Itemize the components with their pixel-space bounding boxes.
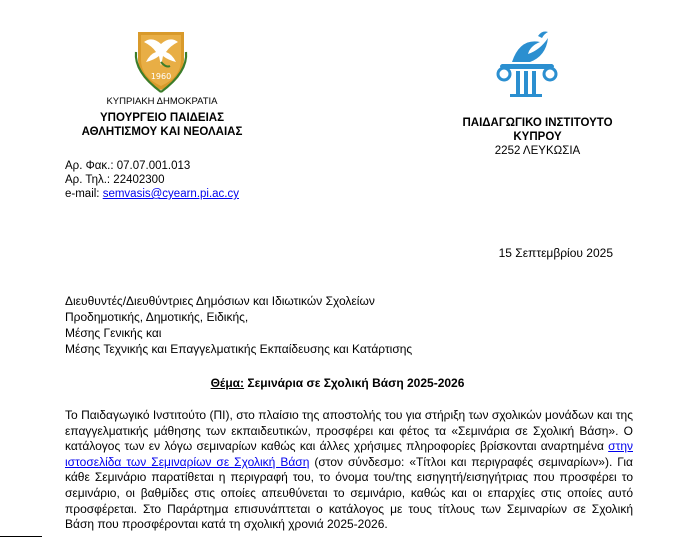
email-label: e-mail: <box>65 188 103 200</box>
svg-text:1960: 1960 <box>150 72 172 81</box>
phone-number: Αρ. Τηλ.: 22402300 <box>65 174 165 186</box>
cyprus-coat-of-arms-icon <box>132 22 190 94</box>
body-text-part1: Το Παιδαγωγικό Ινστιτούτο (ΠΙ), στο πλαίσιο της αποστολής του για στήριξη των σχολικών μονάδων και της επαγγελματικής μάθησης των εκπαιδευτικών, προσφέρει και φέτος τα «Σεμινάρια σε Σχολική Βάση». Ο κατάλογος των εν λόγω σεμιναρίων καθώς και άλλες χρήσιμες πληροφορίες βρίσκονται αναρτημένα <box>65 408 633 454</box>
email-line <box>65 187 239 201</box>
institute-name-line1: ΠΑΙΔΑΓΩΓΙΚΟ ΙΝΣΤΙΤΟΥΤΟ <box>462 117 613 129</box>
recipients-block <box>65 293 412 357</box>
footnote-separator <box>0 536 42 537</box>
recipient-line: Προδημοτικής, Δημοτικής, Ειδικής, <box>65 310 249 324</box>
recipient-line: Διευθυντές/Διευθύντριες Δημόσιων και Ιδιωτικών Σχολείων <box>65 294 375 308</box>
institute-name-line2: ΚΥΠΡΟΥ <box>513 131 562 143</box>
subject-text: Σεμινάρια σε Σχολική Βάση 2025-2026 <box>244 376 465 390</box>
institute-header <box>430 116 645 158</box>
ministry-name-line2: ΑΘΛΗΤΙΣΜΟΥ ΚΑΙ ΝΕΟΛΑΙΑΣ <box>81 126 243 138</box>
recipient-line: Μέσης Γενικής και <box>65 326 162 340</box>
letter-date: 15 Σεπτεμβρίου 2025 <box>498 246 613 260</box>
ministry-header <box>62 96 262 139</box>
body-text-part2: (στον σύνδεσμο: «Τίτλοι και περιγραφές σεμιναρίων»). Για κάθε Σεμινάριο παρατίθεται η περιγραφή του, το όνομα του/της εισηγητή/εισηγήτριας που προσφέρει το σεμινάριο, οι βαθμίδες στις οποίες απευθύνεται το σεμινάριο, καθώς και οι επαρχίες στις οποίες αυτό προσφέρεται. Στο Παράρτημα επισυνάπτεται ο κατάλογος με τους τίτλους των Σεμιναρίων σε Σχολική Βάση που προσφέρονται κατά τη σχολική χρονιά 2025-2026. <box>65 454 633 532</box>
subject-line <box>0 376 675 390</box>
file-number: Αρ. Φακ.: 07.07.001.013 <box>65 160 191 172</box>
subject-label: Θέμα: <box>210 376 245 390</box>
pedagogical-institute-logo-icon <box>490 28 564 100</box>
institute-city: 2252 ΛΕΥΚΩΣΙΑ <box>494 145 581 157</box>
seminars-website-link[interactable]: στην ιστοσελίδα των Σεμιναρίων σε Σχολική Βάση <box>65 439 633 469</box>
ministry-name-line1: ΥΠΟΥΡΓΕΙΟ ΠΑΙΔΕΙΑΣ <box>99 112 224 124</box>
recipient-line: Μέσης Τεχνικής και Επαγγελματικής Εκπαίδευσης και Κατάρτισης <box>65 342 413 356</box>
country-name: ΚΥΠΡΙΑΚΗ ΔΗΜΟΚΡΑΤΙΑ <box>106 96 218 107</box>
email-link[interactable]: semvasis@cyearn.pi.ac.cy <box>102 188 240 200</box>
body-paragraph <box>65 408 633 533</box>
reference-block <box>65 159 239 201</box>
